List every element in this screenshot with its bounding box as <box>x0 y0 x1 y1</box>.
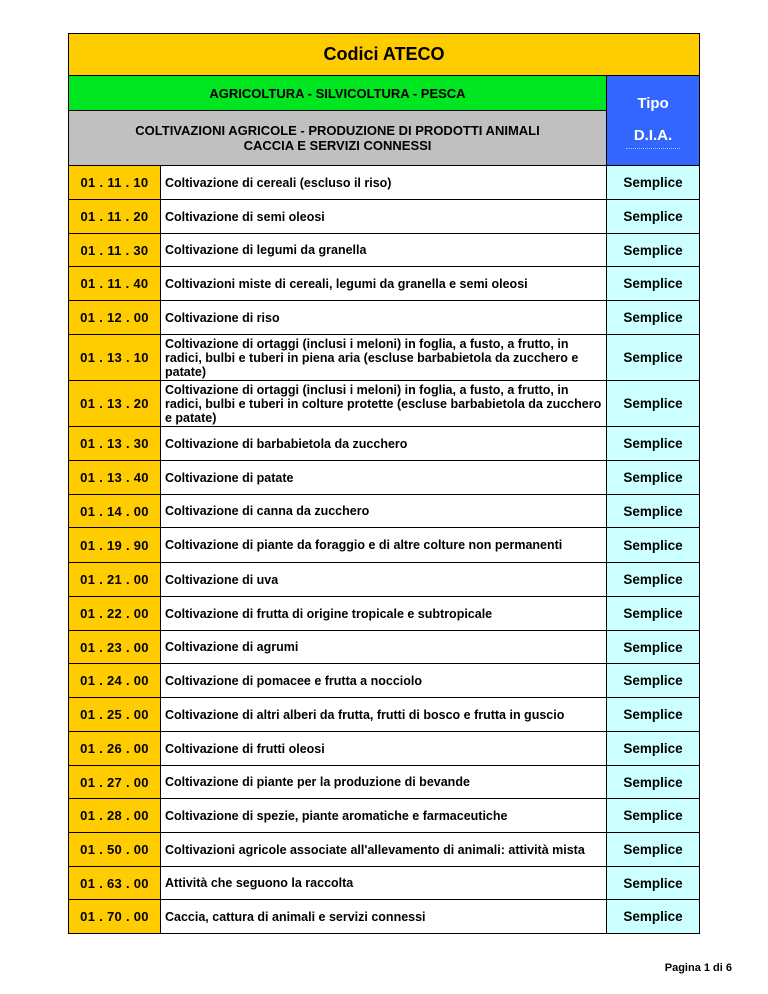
ateco-code: 01 . 14 . 00 <box>69 495 161 528</box>
activity-description: Coltivazione di patate <box>161 461 607 495</box>
ateco-code: 01 . 70 . 00 <box>69 900 161 934</box>
ateco-code: 01 . 11 . 30 <box>69 234 161 267</box>
ateco-table <box>68 33 700 934</box>
activity-description: Coltivazione di ortaggi (inclusi i meloni) in foglia, a fusto, a frutto, in radici, bulbi e tuberi in piena aria (escluse barbabietola da zucchero e patate) <box>161 335 607 381</box>
activity-description: Coltivazione di agrumi <box>161 631 607 664</box>
ateco-code: 01 . 22 . 00 <box>69 597 161 631</box>
group-header-line2: CACCIA E SERVIZI CONNESSI <box>243 138 432 153</box>
activity-description: Coltivazione di ortaggi (inclusi i meloni) in foglia, a fusto, a frutto, in radici, bulbi e tuberi in colture protette (escluse barbabietola da zucchero e patate) <box>161 381 607 427</box>
ateco-code: 01 . 12 . 00 <box>69 301 161 335</box>
dia-type: Semplice <box>607 698 700 732</box>
table-row <box>69 301 700 335</box>
dia-type: Semplice <box>607 631 700 664</box>
ateco-code: 01 . 13 . 10 <box>69 335 161 381</box>
tipo-dia-header <box>607 76 700 166</box>
ateco-code: 01 . 50 . 00 <box>69 833 161 867</box>
sector-row <box>69 76 700 111</box>
activity-description: Coltivazione di piante da foraggio e di altre colture non permanenti <box>161 528 607 563</box>
dia-type: Semplice <box>607 528 700 563</box>
dia-type: Semplice <box>607 867 700 900</box>
dia-type: Semplice <box>607 267 700 301</box>
dia-type: Semplice <box>607 166 700 200</box>
dia-type: Semplice <box>607 900 700 934</box>
activity-description: Coltivazione di frutta di origine tropicale e subtropicale <box>161 597 607 631</box>
activity-description: Coltivazione di piante per la produzione di bevande <box>161 766 607 799</box>
dia-type: Semplice <box>607 597 700 631</box>
dia-type: Semplice <box>607 495 700 528</box>
group-header <box>69 111 607 166</box>
table-row <box>69 335 700 381</box>
table-row <box>69 267 700 301</box>
dia-type: Semplice <box>607 766 700 799</box>
ateco-code: 01 . 19 . 90 <box>69 528 161 563</box>
table-row <box>69 563 700 597</box>
ateco-code: 01 . 27 . 00 <box>69 766 161 799</box>
activity-description: Coltivazione di barbabietola da zucchero <box>161 427 607 461</box>
table-row <box>69 381 700 427</box>
table-row <box>69 631 700 664</box>
activity-description: Coltivazione di riso <box>161 301 607 335</box>
dia-type: Semplice <box>607 335 700 381</box>
page-number: Pagina 1 di 6 <box>664 962 732 974</box>
activity-description: Coltivazione di semi oleosi <box>161 200 607 234</box>
ateco-code: 01 . 13 . 40 <box>69 461 161 495</box>
dia-type: Semplice <box>607 200 700 234</box>
activity-description: Coltivazione di altri alberi da frutta, frutti di bosco e frutta in guscio <box>161 698 607 732</box>
activity-description: Coltivazione di legumi da granella <box>161 234 607 267</box>
activity-description: Attività che seguono la raccolta <box>161 867 607 900</box>
dia-label: D.I.A. <box>626 125 680 149</box>
ateco-code: 01 . 28 . 00 <box>69 799 161 833</box>
group-header-line1: COLTIVAZIONI AGRICOLE - PRODUZIONE DI PRODOTTI ANIMALI <box>135 123 540 138</box>
ateco-code: 01 . 13 . 30 <box>69 427 161 461</box>
table-row <box>69 166 700 200</box>
dia-type: Semplice <box>607 833 700 867</box>
dia-type: Semplice <box>607 427 700 461</box>
table-row <box>69 427 700 461</box>
group-row <box>69 111 700 166</box>
dia-type: Semplice <box>607 461 700 495</box>
dia-type: Semplice <box>607 301 700 335</box>
ateco-code: 01 . 23 . 00 <box>69 631 161 664</box>
activity-description: Coltivazione di canna da zucchero <box>161 495 607 528</box>
table-row <box>69 597 700 631</box>
tipo-label: Tipo <box>637 94 669 112</box>
table-row <box>69 200 700 234</box>
activity-description: Coltivazione di uva <box>161 563 607 597</box>
ateco-code: 01 . 13 . 20 <box>69 381 161 427</box>
table-row <box>69 234 700 267</box>
table-row <box>69 766 700 799</box>
ateco-code: 01 . 11 . 20 <box>69 200 161 234</box>
activity-description: Coltivazione di pomacee e frutta a nocciolo <box>161 664 607 698</box>
ateco-code: 01 . 25 . 00 <box>69 698 161 732</box>
table-row <box>69 867 700 900</box>
dia-type: Semplice <box>607 234 700 267</box>
activity-description: Coltivazione di spezie, piante aromatiche e farmaceutiche <box>161 799 607 833</box>
dia-type: Semplice <box>607 799 700 833</box>
activity-description: Coltivazione di cereali (escluso il riso) <box>161 166 607 200</box>
dia-type: Semplice <box>607 664 700 698</box>
ateco-code: 01 . 26 . 00 <box>69 732 161 766</box>
activity-description: Coltivazioni miste di cereali, legumi da granella e semi oleosi <box>161 267 607 301</box>
ateco-code: 01 . 11 . 40 <box>69 267 161 301</box>
activity-description: Caccia, cattura di animali e servizi connessi <box>161 900 607 934</box>
table-row <box>69 461 700 495</box>
table-row <box>69 698 700 732</box>
table-row <box>69 900 700 934</box>
sector-header: AGRICOLTURA - SILVICOLTURA - PESCA <box>69 76 607 111</box>
activity-description: Coltivazioni agricole associate all'allevamento di animali: attività mista <box>161 833 607 867</box>
ateco-code: 01 . 63 . 00 <box>69 867 161 900</box>
table-row <box>69 799 700 833</box>
dia-type: Semplice <box>607 563 700 597</box>
ateco-code: 01 . 24 . 00 <box>69 664 161 698</box>
ateco-code: 01 . 21 . 00 <box>69 563 161 597</box>
table-row <box>69 528 700 563</box>
title-row <box>69 34 700 76</box>
dia-type: Semplice <box>607 381 700 427</box>
dia-type: Semplice <box>607 732 700 766</box>
ateco-code: 01 . 11 . 10 <box>69 166 161 200</box>
table-row <box>69 833 700 867</box>
activity-description: Coltivazione di frutti oleosi <box>161 732 607 766</box>
table-row <box>69 732 700 766</box>
table-row <box>69 664 700 698</box>
document-title: Codici ATECO <box>69 34 700 76</box>
table-row <box>69 495 700 528</box>
